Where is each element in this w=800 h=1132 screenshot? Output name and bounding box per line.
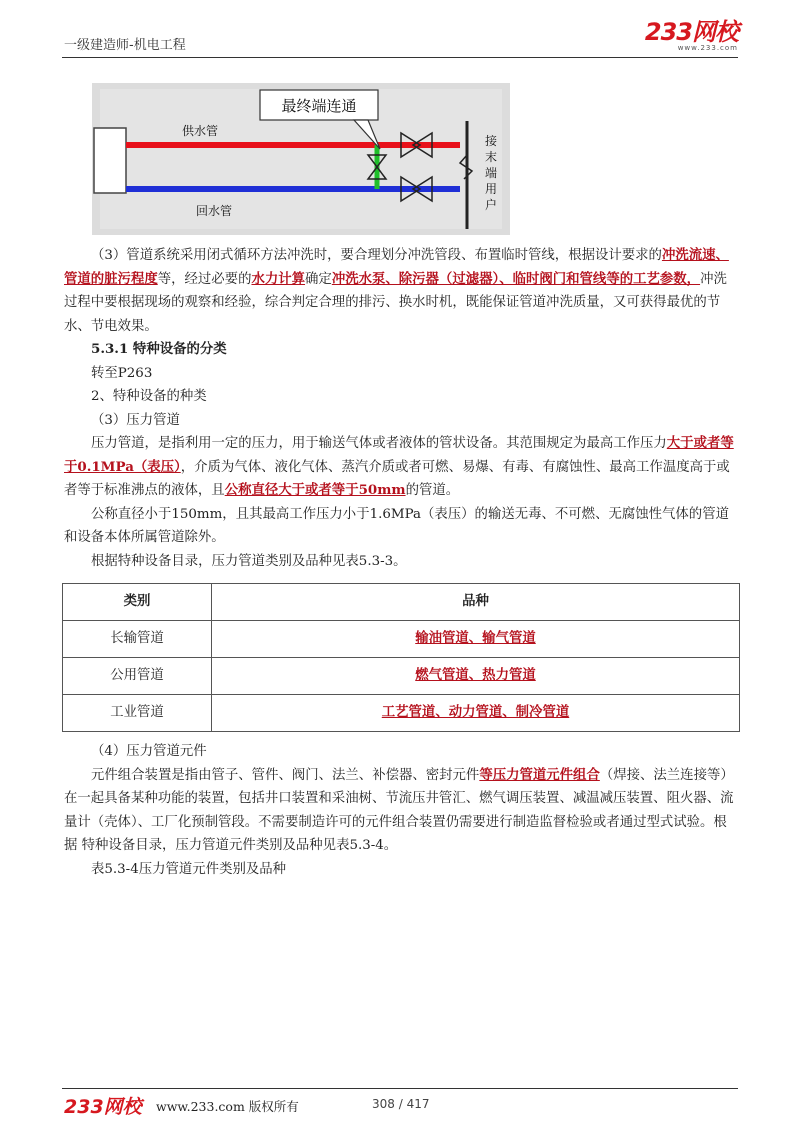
unit-box (94, 128, 126, 193)
terminal-label-char: 户 (485, 198, 498, 212)
table-caption: 表5.3-4压力管道元件类别及品种 (91, 861, 287, 877)
header-title: 一级建造师-机电工程 (64, 38, 186, 53)
section-heading-pressure-pipe: （3）压力管道 (91, 412, 180, 428)
return-label: 回水管 (196, 204, 233, 218)
section-heading-types: 2、特种设备的种类 (91, 389, 207, 404)
table-header-category: 类别 (63, 584, 212, 621)
paragraph-pressure-pipe: 压力管道，是指利用一定的压力，用于输送气体或者液体的管状设备。其范围规定为最高工作压力大于或者等于0.1MPa（表压），介质为气体、液化气体、蒸汽介质或者可燃、易爆、有毒、有腐蚀性、最高工作温度高于或者等于标准沸点的液体，且公称直径大于或者等于50mm的管道。 (64, 435, 734, 498)
reference-note: 转至P263 (91, 365, 153, 381)
paragraph-table-ref: 根据特种设备目录，压力管道类别及品种见表5.3-3。 (91, 553, 407, 569)
pipe-flushing-diagram (92, 83, 510, 235)
terminal-label-char: 用 (485, 182, 498, 196)
table-cell-category: 长输管道 (63, 621, 212, 658)
supply-label: 供水管 (182, 124, 219, 138)
footer-logo: 233网校 (64, 1096, 142, 1118)
terminal-label-char: 末 (485, 150, 498, 164)
table-cell-variety: 燃气管道、热力管道 (212, 658, 740, 695)
logo-text: 233网校 (644, 18, 738, 46)
table-row (63, 658, 740, 695)
footer-divider (62, 1088, 738, 1089)
section-heading-531: 5.3.1 特种设备的分类 (91, 341, 227, 357)
section-heading-components: （4）压力管道元件 (91, 744, 207, 759)
callout-text: 最终端连通 (281, 97, 357, 115)
table-row (63, 695, 740, 732)
table-cell-category: 工业管道 (63, 695, 212, 732)
table-row (63, 621, 740, 658)
paragraph-exclusion: 公称直径小于150mm，且其最高工作压力小于1.6MPa（表压）的输送无毒、不可燃、无腐蚀性气体的管道和设备本体所属管道除外。 (64, 506, 729, 545)
footer-copyright: www.233.com 版权所有 (156, 1099, 299, 1114)
terminal-label (485, 133, 497, 212)
paragraph-components: 元件组合装置是指由管子、管件、阀门、法兰、补偿器、密封元件等压力管道元件组合（焊接、法兰连接等）在一起具备某种功能的装置，包括井口装置和采油树、节流压井管汇、燃气调压装置、减温减压装置、阻火器、流量计（壳体）、工厂化预制管段。不需要制造许可的元件组合装置仍需要进行制造监督检验或者通过型式试验。根据 特种设备目录，压力管道元件类别及品种见表5.3-4。 (64, 766, 734, 853)
table-cell-category: 公用管道 (63, 658, 212, 695)
table-header-variety: 品种 (212, 584, 740, 621)
pressure-pipe-table (62, 583, 740, 732)
paragraph-flushing: （3）管道系统采用闭式循环方法冲洗时，要合理划分冲洗管段、布置临时管线，根据设计要求的冲洗流速、管道的脏污程度等，经过必要的水力计算确定冲洗水泵、除污器（过滤器）、临时阀门和管线等的工艺参数，冲洗过程中要根据现场的观察和经验，综合判定合理的排污、换水时机，既能保证管道冲洗质量，又可获得最优的节水、节电效果。 (64, 247, 729, 334)
page-number: 308 / 417 (372, 1097, 430, 1111)
header-divider (62, 57, 738, 58)
terminal-label-char: 端 (485, 166, 498, 180)
table-header-row (63, 584, 740, 621)
table-cell-variety: 输油管道、输气管道 (212, 621, 740, 658)
logo-url: www.233.com (677, 44, 738, 52)
table-cell-variety: 工艺管道、动力管道、制冷管道 (212, 695, 740, 732)
brand-logo (645, 20, 738, 52)
page-content (64, 244, 740, 881)
terminal-label-char: 接 (485, 134, 498, 148)
